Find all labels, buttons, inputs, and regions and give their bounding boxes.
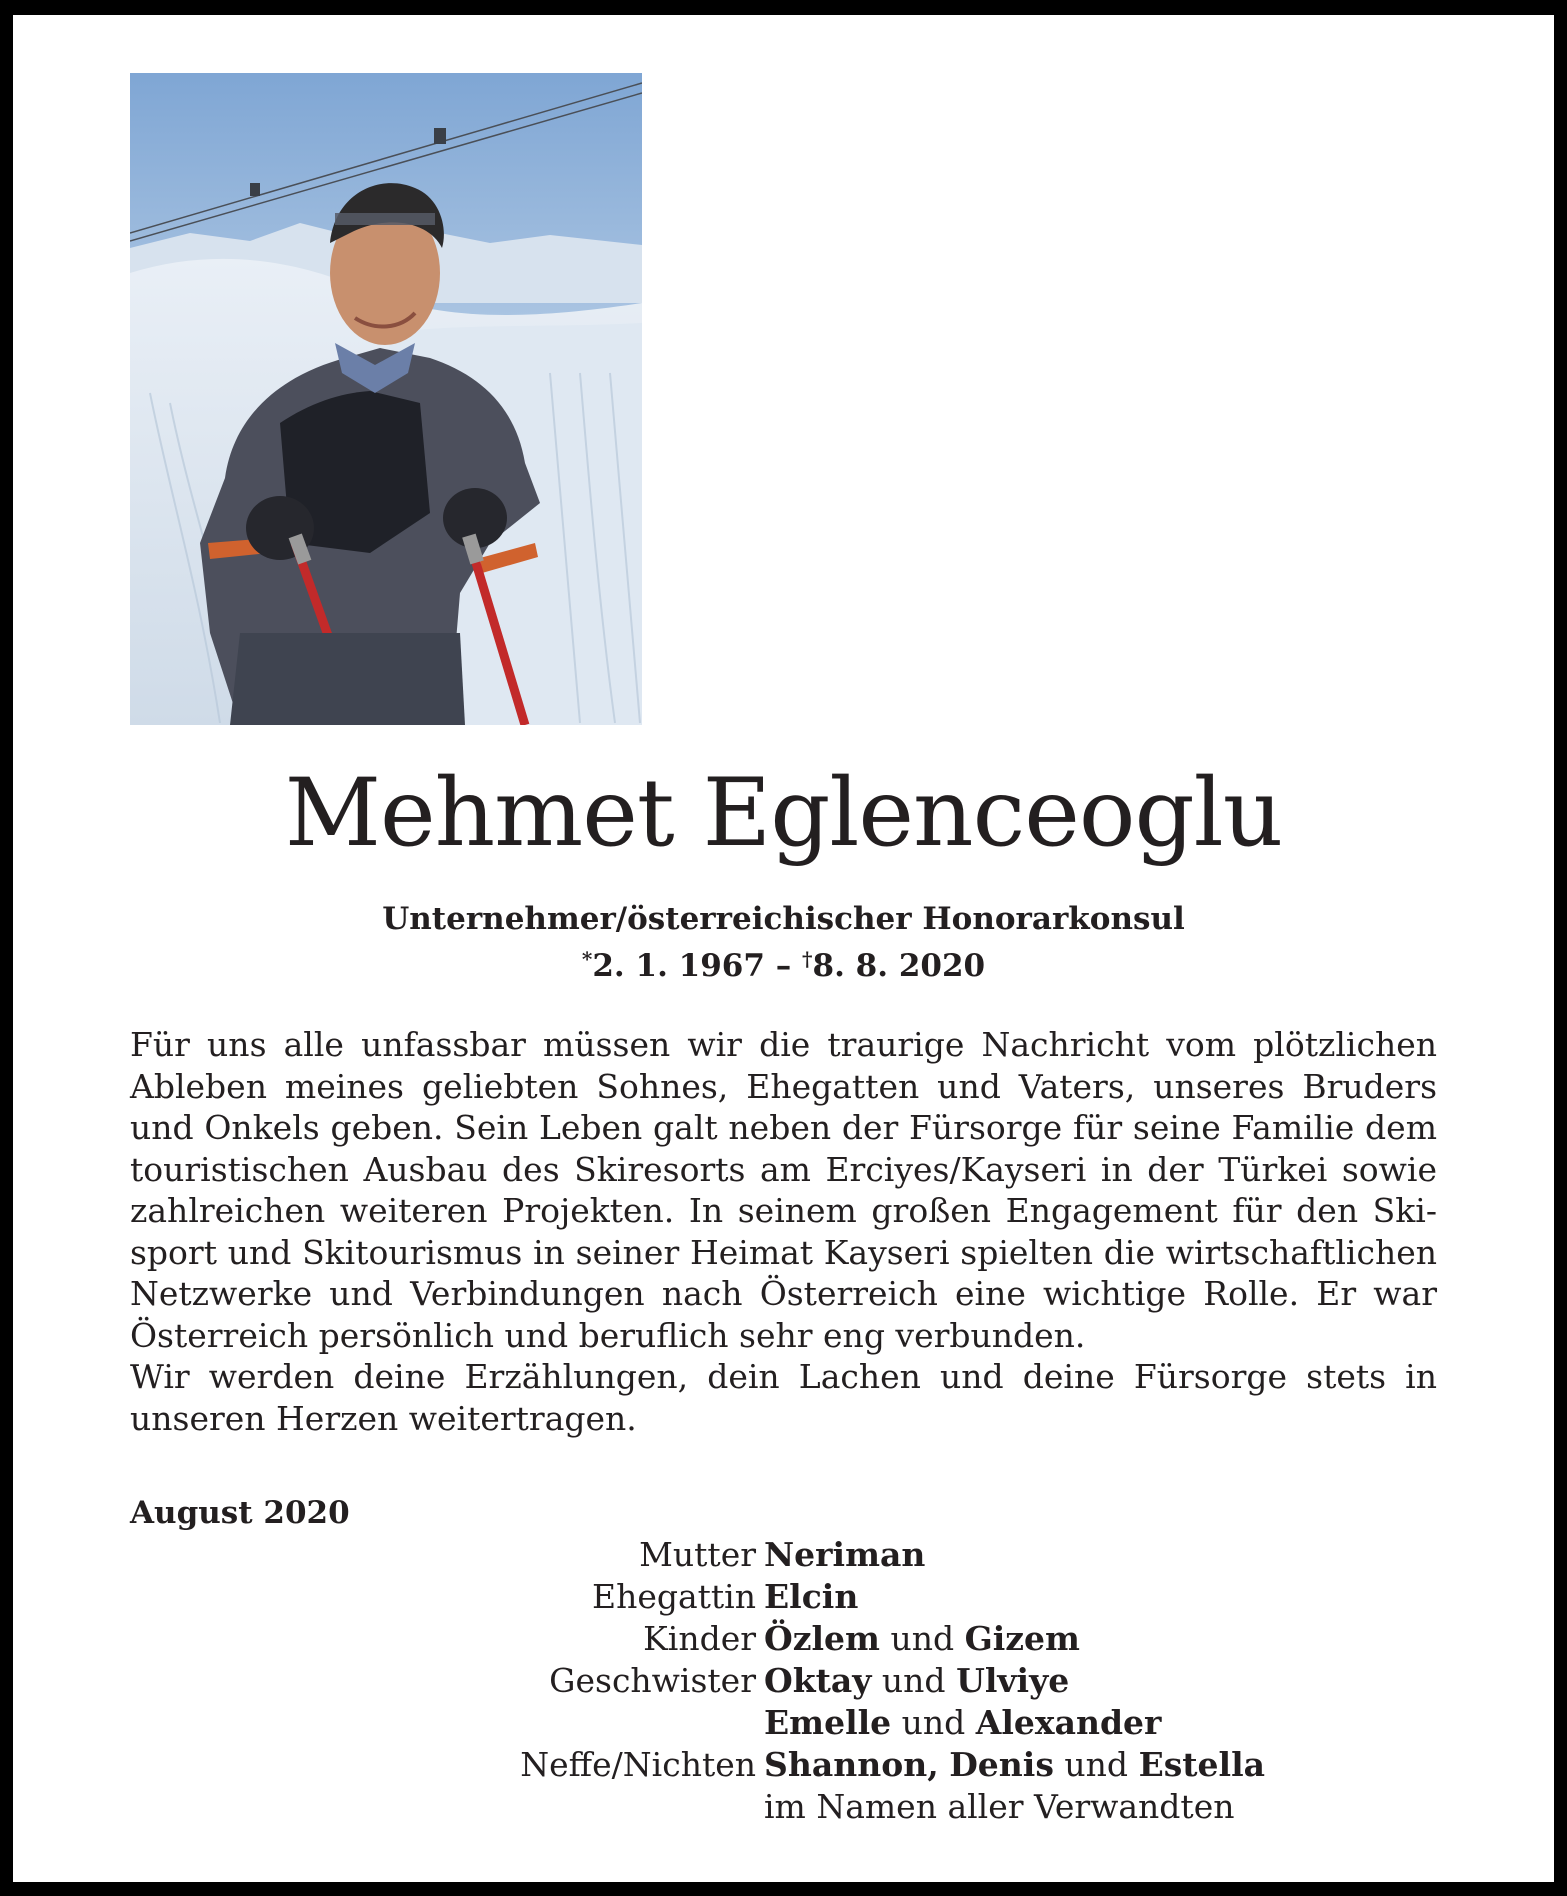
family-row-wife — [13, 1576, 1554, 1618]
family-row-children — [13, 1618, 1554, 1660]
mourner-name: Denis — [949, 1745, 1054, 1784]
relation-label: Ehegattin — [591, 1577, 756, 1616]
mourner-name: Shannon, — [764, 1745, 939, 1784]
mourner-name: Alexander — [975, 1703, 1162, 1742]
death-date: 8. 8. 2020 — [812, 948, 986, 984]
family-row-nephews — [13, 1744, 1554, 1786]
mourner-name: Emelle — [764, 1703, 892, 1742]
relation-names — [764, 1576, 858, 1618]
mourner-name: Gizem — [964, 1619, 1080, 1658]
connector-word: und — [890, 1619, 955, 1658]
connector-word: und — [881, 1661, 946, 1700]
death-symbol: † — [802, 947, 813, 971]
mourner-name: Neriman — [764, 1535, 926, 1574]
connector-word: und — [901, 1703, 966, 1742]
mourner-name: Özlem — [764, 1619, 880, 1658]
family-row-siblings-2 — [13, 1702, 1554, 1744]
relation-names — [764, 1618, 1080, 1660]
relation-label: Kinder — [643, 1619, 756, 1658]
mourners-list — [13, 1534, 1554, 1828]
birth-date: 2. 1. 1967 — [592, 948, 765, 984]
obituary-paragraph: Wir werden deine Erzählungen, dein Lachen und deine Fürsorge stets in unseren Herzen weitertragen. — [130, 1357, 1437, 1438]
connector-word: und — [1064, 1745, 1129, 1784]
life-dates — [13, 938, 1554, 987]
mourner-name: Estella — [1138, 1745, 1265, 1784]
obituary-text — [130, 1024, 1437, 1439]
relation-label: Neffe/Nichten — [520, 1745, 756, 1784]
deceased-title: Unternehmer/österreichischer Honorarkonsul — [382, 901, 1185, 937]
closing-line: im Namen aller Verwandten — [764, 1787, 1235, 1826]
family-row-siblings — [13, 1660, 1554, 1702]
family-row-closing — [13, 1786, 1554, 1828]
relation-label: Geschwister — [549, 1661, 756, 1700]
deceased-name: Mehmet Eglenceoglu — [284, 759, 1283, 868]
publication-month: August 2020 — [130, 1495, 350, 1531]
mourner-name: Oktay — [764, 1661, 872, 1700]
portrait-photo — [130, 73, 642, 725]
relation-names — [764, 1702, 1161, 1744]
relation-names — [764, 1744, 1265, 1786]
obituary-page — [13, 15, 1554, 1882]
date-separator: – — [764, 948, 803, 984]
mourner-name: Ulviye — [956, 1661, 1070, 1700]
relation-label: Mutter — [639, 1535, 756, 1574]
birth-symbol: * — [581, 947, 593, 971]
mourner-name: Elcin — [764, 1577, 859, 1616]
obituary-paragraph: Für uns alle unfassbar müssen wir die traurige Nachricht vom plötzlichen Ableben meines geliebten Sohnes, Ehegatten und Vaters, unseres Bruders und Onkels geben. Sein Leben galt neben der Fürsorge für seine Familie dem touristischen Ausbau des Skiresorts am Erciyes/Kayseri in der Türkei sowie zahlreichen weiteren Projekten. In seinem großen Engagement für den Skisport und Skitourismus in seiner Heimat Kayseri spielten die wirtschaftlichen Netzwerke und Verbindungen nach Österreich eine wichtige Rolle. Er war Österreich persönlich und beruflich sehr eng verbunden. — [130, 1025, 1437, 1355]
relation-names — [764, 1534, 925, 1576]
relation-names — [764, 1660, 1069, 1702]
family-row-mother — [13, 1534, 1554, 1576]
